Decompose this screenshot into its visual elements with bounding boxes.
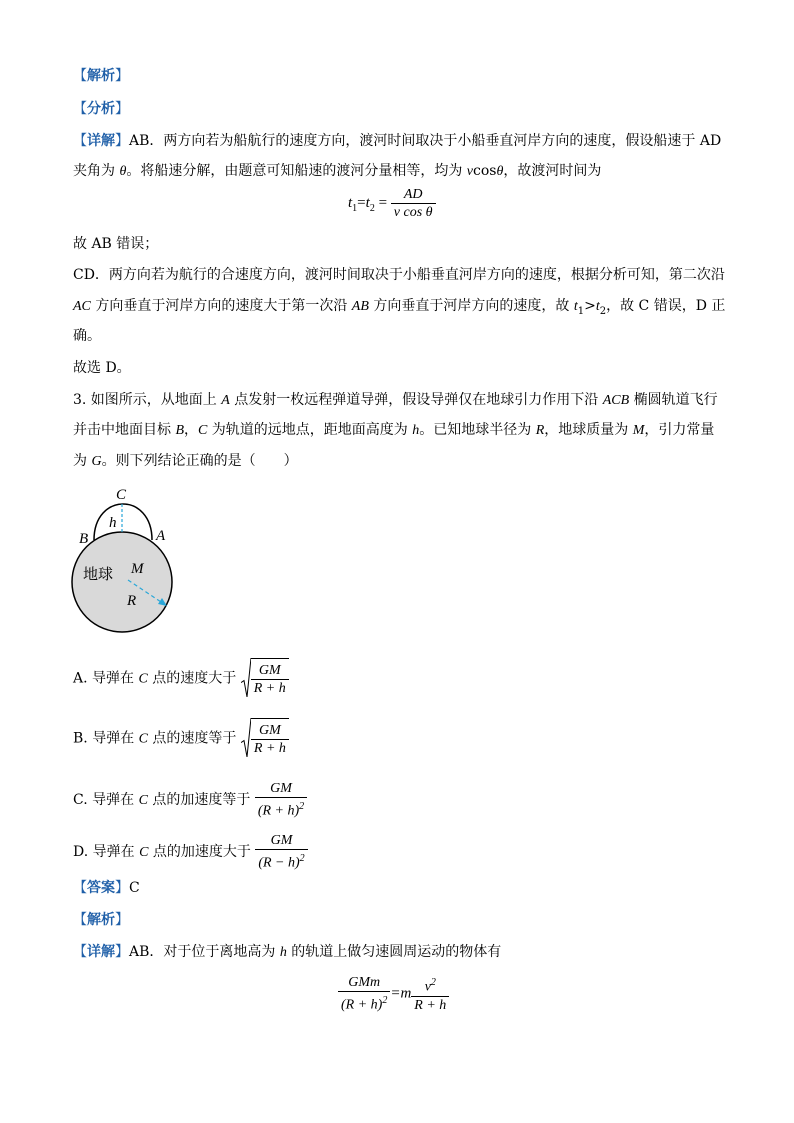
option-b: B. 导弹在 C 点的速度等于 $\frac{GM}{R + h}$: [73, 718, 289, 760]
label-B: B: [79, 531, 89, 547]
tag-label: 详解: [87, 133, 115, 149]
formula-crossing-time: $t_1=t_2$ = $\frac{AD}{\text{v cos θ}}$: [348, 186, 436, 221]
ab-wrong-line: 故 AB 错误；: [73, 236, 159, 252]
label-A: A: [156, 528, 166, 544]
fraction: $\frac{GM}{(R + h)^2}$: [255, 780, 307, 820]
option-a: A. 导弹在 C 点的速度大于 $\frac{GM}{R + h}$: [73, 658, 289, 700]
label-earth: 地球: [83, 565, 114, 583]
paragraph-2-line-3: 确。: [73, 328, 101, 344]
fraction: $\frac{v^2}{R + h}$: [411, 974, 449, 1014]
choose-d-line: 故选 D。: [73, 360, 131, 376]
option-d: D. 导弹在 C 点的加速度大于 $\frac{GM}{(R - h)^2}$: [73, 832, 308, 873]
label-h: h: [109, 515, 117, 531]
label-C: C: [116, 487, 127, 503]
tag-label: 分析: [87, 101, 115, 117]
question-3-line-2: 并击中地面目标 B，C 为轨道的远地点，距地面高度为 h。已知地球半径为 R，地球质量为 M，引力常量: [73, 422, 715, 438]
tag-label: 解析: [87, 912, 115, 928]
sqrt-expression: $\frac{GM}{R + h}$: [241, 718, 289, 759]
section-tag-fenxi: 【分析】: [73, 101, 129, 117]
question-3-line-3: 为 G。则下列结论正确的是（ ）: [73, 453, 298, 469]
section-tag-jiexi-1: 【解析】: [73, 68, 129, 84]
answer-value: C: [129, 880, 140, 896]
label-M: M: [131, 561, 144, 577]
tag-label: 详解: [87, 944, 115, 960]
fraction: $\frac{\text{GMm}}{(R + h)^2}$: [338, 974, 390, 1014]
paragraph-3: 【详解】AB．对于位于离地高为 h 的轨道上做匀速圆周运动的物体有: [73, 944, 502, 960]
paragraph-1-line-2: 夹角为 θ。将船速分解，由题意可知船速的渡河分量相等，均为 vcosθ，故渡河时间为: [73, 163, 602, 179]
paragraph-2-line-2: AC 方向垂直于河岸方向的速度大于第一次沿 AB 方向垂直于河岸方向的速度，故 $t_1>t_2$，故 C 错误，D 正: [73, 298, 726, 317]
question-3-line-1: 3. 如图所示，从地面上 A 点发射一枚远程弹道导弹，假设导弹仅在地球引力作用下沿 ACB 椭圆轨道飞行: [73, 392, 718, 408]
section-tag-jiexi-2: 【解析】: [73, 912, 129, 928]
tag-label: 答案: [87, 880, 115, 896]
answer-line: 【答案】C: [73, 880, 140, 896]
orbit-figure: [70, 482, 180, 638]
label-R: R: [127, 593, 137, 609]
option-c: C. 导弹在 C 点的加速度等于 $\frac{GM}{(R + h)^2}$: [73, 780, 307, 821]
sqrt-expression: $\frac{GM}{R + h}$: [241, 658, 289, 699]
fraction: $\frac{AD}{\text{v cos θ}}$: [391, 186, 436, 221]
formula-gravity-centripetal: $\frac{\text{GMm}}{(R + h)^2}$ =m $\frac{v^2}{R + h}$: [338, 974, 449, 1014]
fraction: $\frac{GM}{(R - h)^2}$: [255, 832, 307, 872]
paragraph-1-line-1: 【详解】AB．两方向若为船航行的速度方向，渡河时间取决于小船垂直河岸方向的速度，假设船速于 AD: [73, 133, 722, 149]
tag-label: 解析: [87, 68, 115, 84]
text: AB．两方向若为船航行的速度方向，渡河时间取决于小船垂直河岸方向的速度，假设船速于 AD: [129, 133, 722, 149]
paragraph-2-line-1: CD．两方向若为航行的合速度方向，渡河时间取决于小船垂直河岸方向的速度，根据分析可知，第二次沿: [73, 267, 725, 283]
